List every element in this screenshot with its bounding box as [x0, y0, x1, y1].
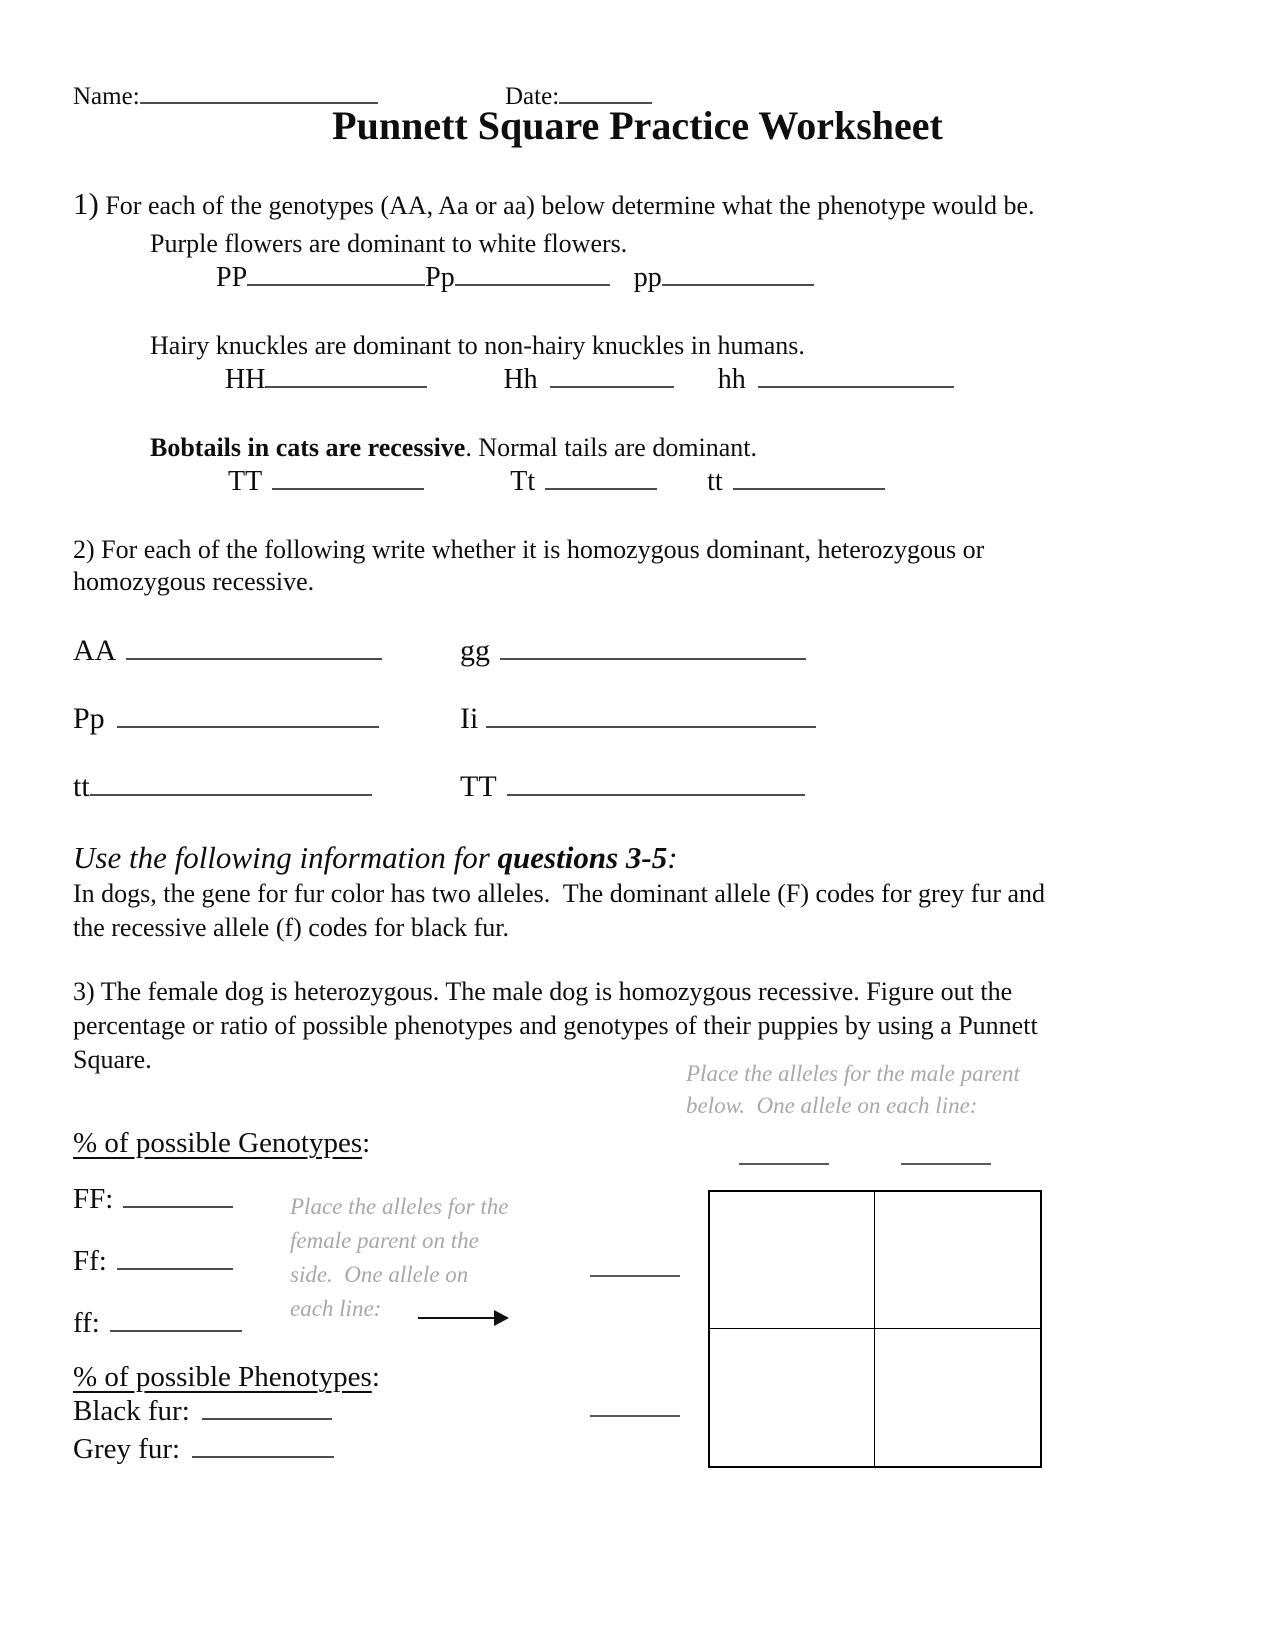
genotype-percent-label-ff2: Ff:	[73, 1245, 107, 1277]
phenotype-label-black: Black fur:	[73, 1395, 190, 1427]
genotype-label-hh2: Hh	[503, 364, 538, 395]
q2-blank-tt[interactable]	[90, 770, 372, 796]
name-label: Name:	[73, 83, 140, 110]
genotype-percent-row-ff3	[73, 1306, 242, 1340]
q1-number: 1)	[73, 186, 99, 221]
genotype-label-hh3: hh	[717, 364, 746, 395]
genotype-blank-hh[interactable]	[265, 362, 427, 388]
q2-label-gg: gg	[460, 634, 490, 667]
q2-row-gg	[460, 634, 806, 668]
phenotype-row-black	[73, 1394, 332, 1428]
q1-cats-prompt	[150, 432, 757, 464]
info-line2: the recessive allele (f) codes for black fur.	[73, 913, 510, 942]
q2-row-TT	[460, 770, 805, 804]
q2-blank-pp[interactable]	[117, 702, 379, 728]
q1-cats-prompt-rest: . Normal tails are dominant.	[465, 433, 758, 462]
genotype-label-pp3: pp	[633, 262, 662, 293]
genotype-blank-tt3[interactable]	[733, 464, 885, 490]
q2-blank-TT[interactable]	[507, 770, 805, 796]
right-arrow-icon	[418, 1310, 509, 1326]
q2-label-TT: TT	[460, 770, 497, 803]
genotype-percent-blank-ff2[interactable]	[117, 1244, 233, 1270]
genotype-percent-row-ff1	[73, 1182, 233, 1216]
male-allele-blank-2[interactable]	[901, 1141, 991, 1165]
q2-intro-line2: homozygous recessive.	[73, 567, 315, 596]
q1-knuckles-prompt: Hairy knuckles are dominant to non-hairy knuckles in humans.	[150, 331, 805, 360]
q1-intro	[73, 188, 1035, 222]
q3-line3: Square.	[73, 1045, 152, 1074]
phenotype-blank-black[interactable]	[202, 1394, 332, 1420]
female-allele-blank-1[interactable]	[590, 1253, 680, 1277]
right-arrow-head	[494, 1310, 509, 1326]
q1-knuckles-row	[225, 362, 954, 396]
genotypes-heading-colon: :	[362, 1127, 371, 1159]
q1-cats-row	[228, 464, 885, 498]
punnett-cell-top-right[interactable]	[875, 1192, 1040, 1329]
genotype-blank-pp3[interactable]	[662, 260, 814, 286]
genotype-blank-hh2[interactable]	[550, 362, 674, 388]
date-blank[interactable]	[559, 78, 652, 104]
phenotypes-heading-row	[73, 1360, 380, 1394]
genotype-percent-label-ff3: ff:	[73, 1307, 100, 1339]
genotype-label-hh: HH	[225, 364, 266, 395]
female-parent-note-line1: Place the alleles for the	[290, 1194, 509, 1219]
info-heading	[73, 840, 678, 876]
genotype-blank-tt[interactable]	[272, 464, 424, 490]
genotypes-heading-row	[73, 1126, 370, 1160]
punnett-cell-bottom-left[interactable]	[710, 1329, 875, 1466]
q2-row-aa	[73, 634, 382, 668]
q1-text: For each of the genotypes (AA, Aa or aa) below determine what the phenotype would be.	[105, 191, 1035, 220]
q2-label-pp: Pp	[73, 702, 105, 735]
punnett-cell-top-left[interactable]	[710, 1192, 875, 1329]
q2-row-ii	[460, 702, 816, 736]
phenotype-label-grey: Grey fur:	[73, 1433, 181, 1465]
male-parent-note-line2: below. One allele on each line:	[686, 1093, 978, 1118]
genotypes-heading: % of possible Genotypes	[73, 1127, 363, 1159]
info-lead: Use the following information for	[73, 840, 498, 875]
info-lead-bold: questions 3-5	[497, 840, 668, 875]
genotype-percent-row-ff2	[73, 1244, 233, 1278]
genotype-label-pp: PP	[216, 262, 248, 293]
genotype-blank-hh3[interactable]	[758, 362, 954, 388]
q3-line1: 3) The female dog is heterozygous. The male dog is homozygous recessive. Figure out the	[73, 977, 1013, 1006]
q3-line2: percentage or ratio of possible phenotypes and genotypes of their puppies by using a Punnett	[73, 1011, 1038, 1040]
female-parent-note-line3: side. One allele on	[290, 1262, 469, 1287]
female-allele-blank-2[interactable]	[590, 1393, 680, 1417]
male-parent-note-line1: Place the alleles for the male parent	[686, 1061, 1020, 1086]
phenotypes-heading-colon: :	[371, 1361, 380, 1393]
female-parent-note-line2: female parent on the	[290, 1228, 479, 1253]
punnett-cell-bottom-right[interactable]	[875, 1329, 1040, 1466]
phenotype-blank-grey[interactable]	[192, 1432, 334, 1458]
q2-label-aa: AA	[73, 634, 117, 667]
genotype-blank-pp[interactable]	[247, 260, 425, 286]
date-label: Date:	[505, 83, 560, 110]
q2-blank-ii[interactable]	[486, 702, 816, 728]
genotype-label-tt3: tt	[707, 466, 723, 497]
q2-intro-line1: 2) For each of the following write whether it is homozygous dominant, heterozygous or	[73, 535, 985, 564]
q1-flowers-row	[216, 260, 814, 294]
phenotype-row-grey	[73, 1432, 334, 1466]
q2-blank-aa[interactable]	[126, 634, 382, 660]
q2-row-tt	[73, 770, 372, 804]
genotype-percent-blank-ff1[interactable]	[123, 1182, 233, 1208]
info-line1: In dogs, the gene for fur color has two alleles. The dominant allele (F) codes for grey fur and	[73, 879, 1046, 908]
q2-label-ii: Ii	[460, 702, 479, 735]
genotype-label-pp2: Pp	[425, 262, 455, 293]
q2-row-pp	[73, 702, 379, 736]
genotype-blank-pp2[interactable]	[455, 260, 610, 286]
q1-flowers-prompt: Purple flowers are dominant to white flowers.	[150, 229, 628, 258]
punnett-square	[708, 1190, 1042, 1468]
name-blank[interactable]	[140, 78, 378, 104]
info-lead-colon: :	[667, 840, 678, 875]
female-parent-note-line4: each line:	[290, 1296, 382, 1321]
phenotypes-heading: % of possible Phenotypes	[73, 1361, 372, 1393]
genotype-percent-blank-ff3[interactable]	[110, 1306, 242, 1332]
genotype-label-tt2: Tt	[510, 466, 536, 497]
q1-cats-prompt-bold: Bobtails in cats are recessive	[150, 433, 466, 462]
genotype-percent-label-ff1: FF:	[73, 1183, 114, 1215]
q2-label-tt: tt	[73, 770, 90, 803]
genotype-label-tt: TT	[228, 466, 263, 497]
genotype-blank-tt2[interactable]	[545, 464, 657, 490]
right-arrow-shaft	[418, 1317, 494, 1320]
male-allele-blank-1[interactable]	[739, 1141, 829, 1165]
page-title: Punnett Square Practice Worksheet	[332, 103, 943, 148]
q2-blank-gg[interactable]	[500, 634, 806, 660]
